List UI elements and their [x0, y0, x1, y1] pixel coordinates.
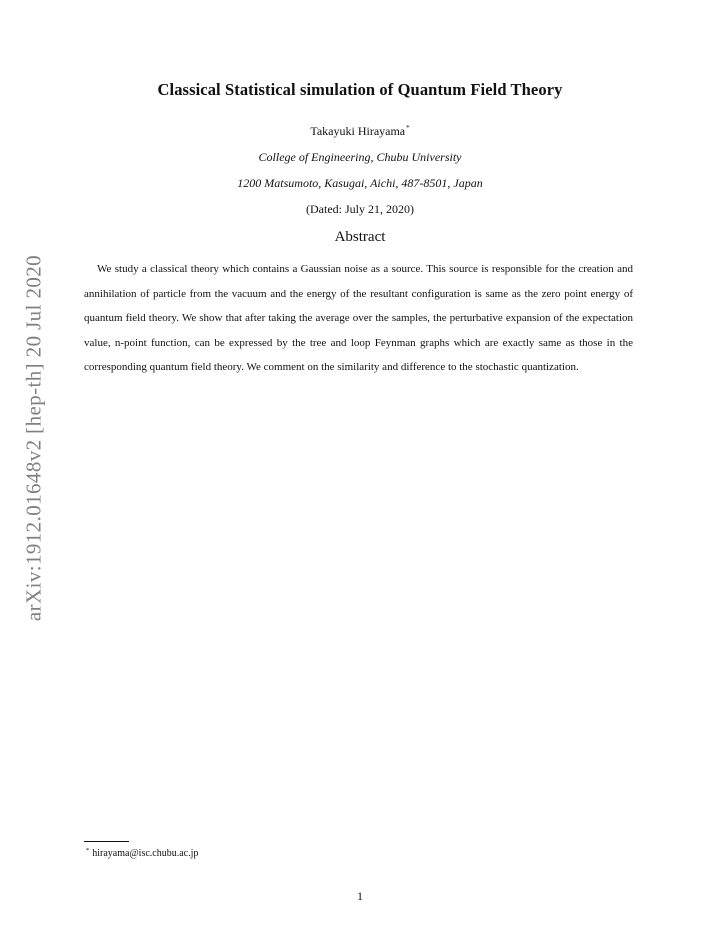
page-number: 1 — [357, 889, 363, 903]
abstract-heading: Abstract — [334, 229, 386, 245]
affiliation-line-1: College of Engineering, Chubu University — [258, 150, 462, 164]
author-line — [0, 124, 720, 139]
arxiv-identifier-stamp: arXiv:1912.01648v2 [hep-th] 20 Jul 2020 — [21, 254, 46, 622]
footnote-email: hirayama@isc.chubu.ac.jp — [92, 848, 199, 859]
paper-title: Classical Statistical simulation of Quantum Field Theory — [157, 80, 563, 99]
affiliation-line-2: 1200 Matsumoto, Kasugai, Aichi, 487-8501, Japan — [237, 176, 483, 190]
footnote-divider — [84, 841, 129, 842]
footnote-mark: * — [86, 847, 90, 854]
dated-line: (Dated: July 21, 2020) — [306, 202, 414, 216]
footnote — [86, 847, 198, 859]
abstract-text: We study a classical theory which contains a Gaussian noise as a source. This source is responsible for the creation and annihilation of particle from the vacuum and the energy of the resultant configuration is same as the zero point energy of quantum field theory. We show that after taking the average over the samples, the perturbative expansion of the expectation value, n-point function, can be expressed by the tree and loop Feynman graphs which are exactly same as those in the corresponding quantum field theory. We comment on the similarity and difference to the stochastic quantization. — [84, 263, 633, 374]
author-footnote-mark: * — [406, 124, 410, 132]
author-name: Takayuki Hirayama — [310, 124, 406, 138]
